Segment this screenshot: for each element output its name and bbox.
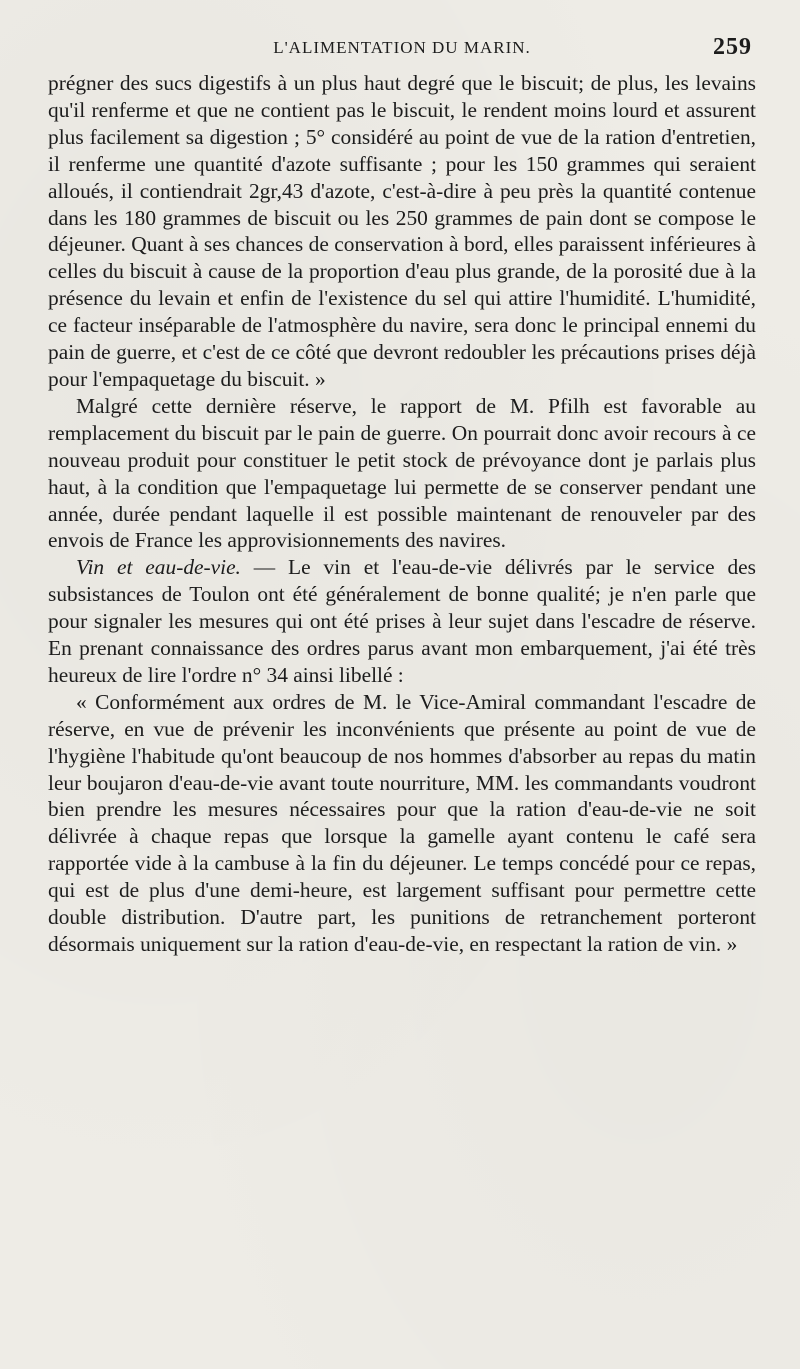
- section-heading-wine-brandy: Vin et eau-de-vie.: [76, 555, 241, 580]
- paragraph-continuation: prégner des sucs digestifs à un plus haut degré que le biscuit; de plus, les levains qu'il renferme et que ne contient pas le biscuit, le rendent moins lourd et assurent plus facilement sa digestion ; 5° considéré au point de vue de la ration d'entretien, il renferme une quantité d'azote suffisante ; pour les 150 grammes qui seraient alloués, il contiendrait 2gr,43 d'azote, c'est-à-dire à peu près la quantité contenue dans les 180 grammes de biscuit ou les 250 grammes de pain dont se compose le déjeuner. Quant à ses chances de conservation à bord, elles paraissent inférieures à celles du biscuit à cause de la proportion d'eau plus grande, de la porosité due à la présence du levain et enfin de l'existence du sel qui attire l'humidité. L'humidité, ce facteur inséparable de l'atmosphère du navire, sera donc le principal ennemi du pain de guerre, et c'est de ce côté que devront redoubler les précautions prises déjà pour l'empaquetage du biscuit. »: [48, 71, 756, 391]
- body-text: [48, 70, 756, 958]
- running-head: [48, 30, 756, 70]
- page-number: 259: [713, 34, 752, 60]
- running-title: L'ALIMENTATION DU MARIN.: [273, 38, 531, 57]
- paragraph-wine-brandy: [48, 554, 756, 689]
- paragraph-pfilh-report: Malgré cette dernière réserve, le rapport de M. Pfilh est favorable au remplacement du biscuit par le pain de guerre. On pourrait donc avoir recours à ce nouveau produit pour constituer le petit stock de prévoyance dont je parlais plus haut, à la condition que l'empaquetage lui permette de se conserver pendant une année, durée pendant laquelle il est possible maintenant de renouveler par des envois de France les approvisionnements des navires.: [48, 393, 756, 553]
- paragraph-wine-brandy-text: — Le vin et l'eau-de-vie délivrés par le service des subsistances de Toulon ont été généralement de bonne qualité; je n'en parle que pour signaler les mesures qui ont été prises à leur sujet dans l'escadre de réserve. En prenant connaissance des ordres parus avant mon embarquement, j'ai été très heureux de lire l'ordre n° 34 ainsi libellé :: [48, 555, 756, 687]
- paragraph-order-34: « Conformément aux ordres de M. le Vice-Amiral commandant l'escadre de réserve, en vue de prévenir les inconvénients que présente au point de vue de l'hygiène l'habitude qu'ont beaucoup de nos hommes d'absorber au repas du matin leur boujaron d'eau-de-vie avant toute nourriture, MM. les commandants voudront bien prendre les mesures nécessaires pour que la ration d'eau-de-vie ne soit délivrée à chaque repas que lorsque la gamelle ayant contenu le café sera rapportée vide à la cambuse à la fin du déjeuner. Le temps concédé pour ce repas, qui est de plus d'une demi-heure, est largement suffisant pour permettre cette double distribution. D'autre part, les punitions de retranchement porteront désormais uniquement sur la ration d'eau-de-vie, en respectant la ration de vin. »: [48, 689, 756, 956]
